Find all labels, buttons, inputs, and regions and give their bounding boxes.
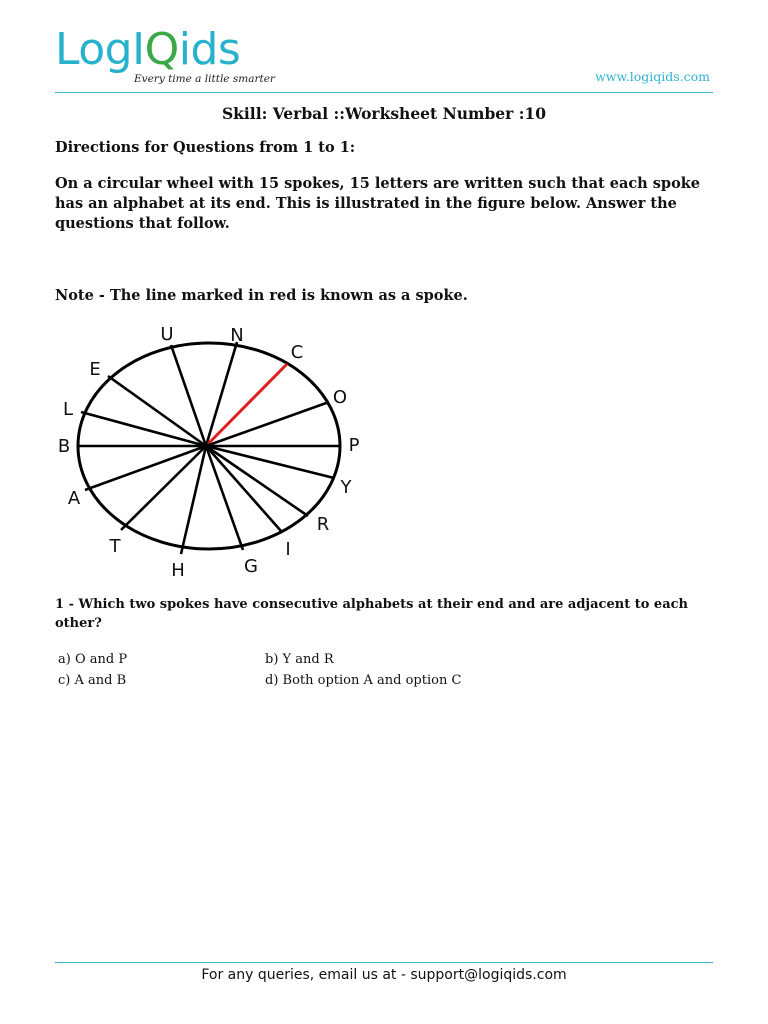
logo-tagline: Every time a little smarter (134, 73, 275, 85)
logo-wordmark: LogIQids (55, 24, 241, 75)
header-divider (55, 92, 713, 93)
spoke-letter-r: R (316, 514, 330, 535)
spoke-letter-g: G (244, 556, 258, 577)
worksheet-title: Skill: Verbal ::Worksheet Number :10 (221, 104, 546, 123)
spoke-g (206, 446, 243, 550)
spoke-letter-p: P (348, 435, 360, 456)
option-b[interactable]: b) Y and R (265, 652, 334, 667)
option-c[interactable]: c) A and B (58, 673, 127, 688)
footer-contact: For any queries, email us at - support@logiqids.com (201, 967, 567, 983)
spoke-letter-o: O (332, 387, 348, 408)
spoke-letter-b: B (57, 436, 71, 457)
directions-text: Directions for Questions from 1 to 1: (55, 139, 356, 156)
spoke-letter-u: U (160, 324, 174, 345)
spoke-letter-t: T (109, 536, 121, 557)
spoke-letter-l: L (62, 399, 74, 420)
option-a[interactable]: a) O and P (58, 652, 128, 667)
spoke-h (181, 446, 206, 554)
logiqids-logo (55, 24, 295, 90)
spoke-letter-h: H (171, 560, 185, 581)
spoke-letter-a: A (67, 488, 81, 509)
spoke-wheel-svg (50, 318, 370, 588)
spoke-letter-y: Y (340, 477, 352, 498)
spoke-letter-c: C (290, 342, 304, 363)
spoke-letter-i: I (285, 539, 291, 560)
spoke-l (81, 412, 206, 446)
spoke-y (206, 446, 334, 478)
question-text: 1 - Which two spokes have consecutive alphabets at their end and are adjacent to each other? (55, 597, 688, 631)
spoke-e (108, 376, 206, 446)
spoke-t (121, 446, 206, 530)
spoke-o (206, 402, 329, 446)
note-text: Note - The line marked in red is known as a spoke. (55, 287, 468, 304)
spoke-letter-n: N (230, 325, 244, 346)
passage-text: On a circular wheel with 15 spokes, 15 letters are written such that each spoke has an alphabet at its end. This is illustrated in the figure below. Answer the questions that follow. (55, 175, 701, 232)
spoke-u (171, 345, 206, 446)
footer-divider (55, 962, 713, 963)
option-d[interactable]: d) Both option A and option C (265, 673, 462, 688)
website-link[interactable]: www.logiqids.com (595, 69, 710, 84)
spoke-a (85, 446, 206, 490)
spoke-letter-e: E (89, 359, 101, 380)
spoke-wheel-figure (50, 318, 370, 588)
wheel-hub (203, 443, 209, 449)
